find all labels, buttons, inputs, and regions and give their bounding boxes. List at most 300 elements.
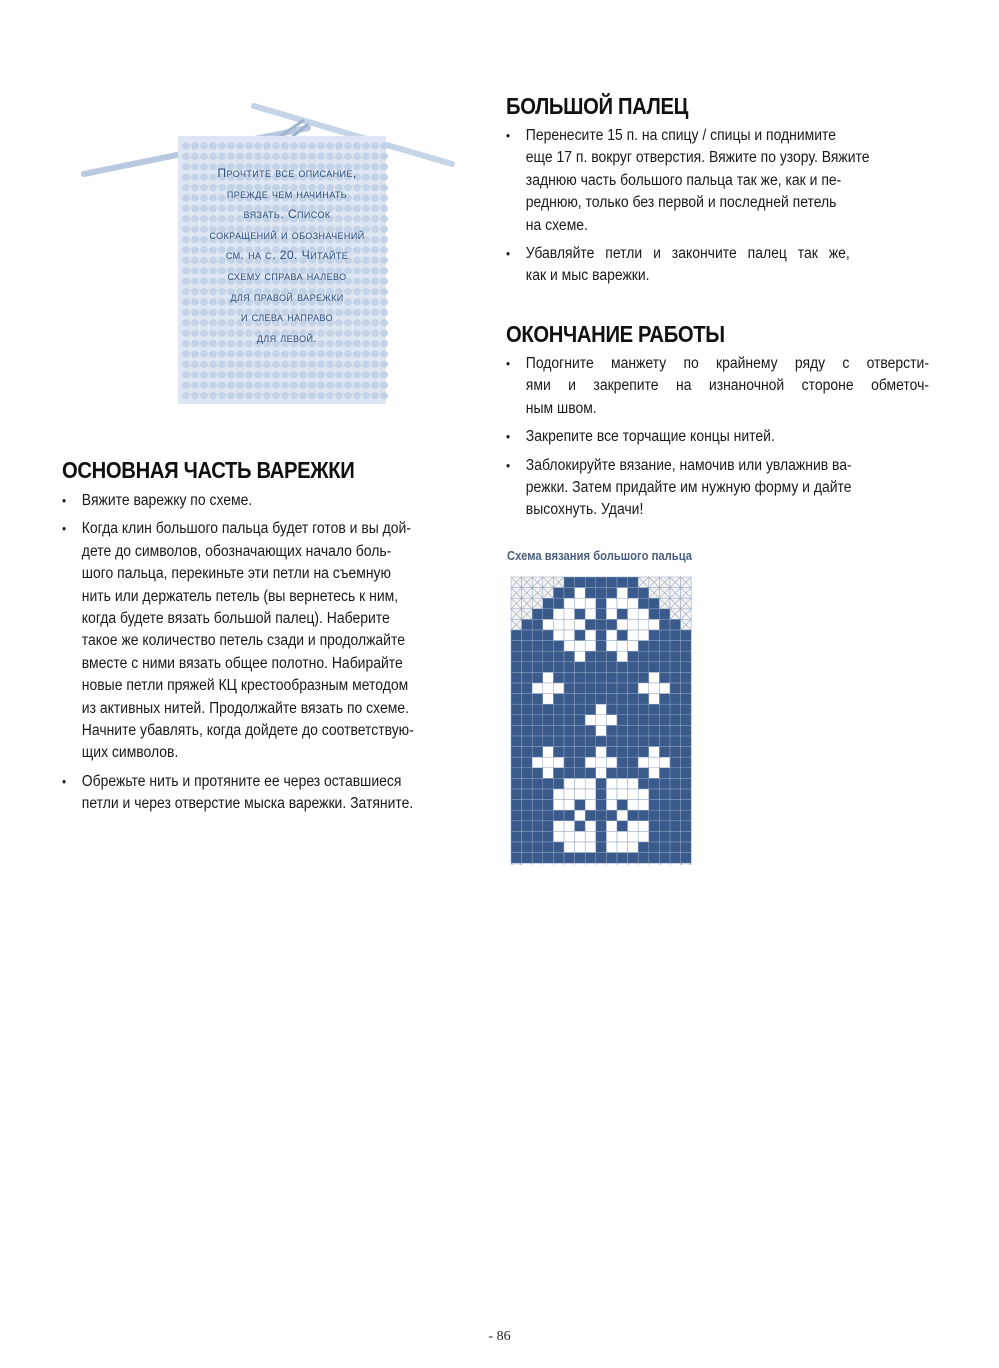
chart-cell-main	[575, 672, 586, 683]
knit-stitch	[308, 371, 316, 378]
chart-cell-contrast	[617, 651, 628, 662]
chart-cell-main	[659, 810, 670, 821]
main-part-title: ОСНОВНАЯ ЧАСТЬ ВАРЕЖКИ	[62, 457, 355, 483]
knit-stitch	[263, 371, 271, 378]
chart-cell-main	[638, 778, 649, 789]
chart-cell-main	[522, 694, 533, 705]
chart-cell-main	[522, 715, 533, 726]
chart-cell-main	[543, 651, 554, 662]
chart-cell-main	[511, 768, 522, 779]
knit-stitch	[263, 153, 271, 160]
chart-cell-main	[670, 619, 681, 630]
chart-cell-main	[522, 630, 533, 641]
chart-cell-main	[596, 831, 607, 842]
knit-stitch	[290, 382, 298, 389]
chart-cell-main	[659, 651, 670, 662]
knit-stitch	[209, 153, 217, 160]
chart-cell-main	[617, 672, 628, 683]
chart-cell-main	[522, 831, 533, 842]
text-line: • Заблокируйте вязание, намочив или увлажнив ва-	[525, 456, 852, 474]
chart-cell-main	[575, 577, 586, 588]
knit-stitch	[191, 350, 199, 357]
chart-cell-main	[543, 831, 554, 842]
knit-stitch	[227, 382, 235, 389]
chart-cell-main	[638, 715, 649, 726]
chart-cell-contrast	[606, 831, 617, 842]
chart-cell-main	[553, 768, 564, 779]
knit-stitch	[227, 361, 235, 368]
chart-cell-main	[649, 725, 660, 736]
knit-stitch	[272, 361, 280, 368]
knit-stitch	[254, 382, 262, 389]
chart-cell-main	[681, 683, 692, 694]
chart-cell-contrast	[564, 778, 575, 789]
chart-cell-main	[628, 768, 639, 779]
chart-cell-main	[596, 609, 607, 620]
chart-cell-contrast	[649, 768, 660, 779]
chart-cell-main	[532, 694, 543, 705]
chart-cell-contrast	[564, 619, 575, 630]
chart-cell-main	[681, 662, 692, 673]
chart-cell-main	[532, 821, 543, 832]
chart-cell-main	[532, 609, 543, 620]
chart-cell-main	[553, 651, 564, 662]
chart-cell-symbol	[522, 863, 533, 865]
knit-stitch	[317, 142, 325, 149]
chart-cell-main	[511, 736, 522, 747]
knit-stitch	[335, 392, 343, 399]
chart-cell-contrast	[553, 821, 564, 832]
chart-cell-main	[532, 789, 543, 800]
chart-cell-main	[511, 683, 522, 694]
chart-cell-main	[543, 630, 554, 641]
chart-cell-main	[543, 725, 554, 736]
chart-cell-main	[522, 800, 533, 811]
chart-cell-main	[670, 641, 681, 652]
chart-cell-symbol	[659, 863, 670, 865]
chart-cell-contrast	[575, 810, 586, 821]
chart-cell-contrast	[617, 588, 628, 599]
chart-cell-main	[659, 747, 670, 758]
chart-cell-main	[596, 662, 607, 673]
chart-cell-main	[553, 747, 564, 758]
chart-cell-main	[522, 768, 533, 779]
knit-stitch	[308, 361, 316, 368]
knit-stitch	[317, 361, 325, 368]
chart-cell-main	[606, 736, 617, 747]
chart-cell-symbol	[553, 863, 564, 865]
knit-stitch	[371, 392, 379, 399]
chart-cell-contrast	[564, 789, 575, 800]
chart-cell-contrast	[585, 778, 596, 789]
chart-cell-main	[681, 672, 692, 683]
knit-stitch	[371, 142, 379, 149]
knit-stitch	[344, 153, 352, 160]
chart-cell-main	[553, 694, 564, 705]
chart-cell-main	[585, 853, 596, 864]
chart-cell-main	[638, 810, 649, 821]
chart-cell-main	[617, 747, 628, 758]
knit-stitch	[182, 392, 190, 399]
chart-cell-main	[638, 694, 649, 705]
knit-stitch	[272, 142, 280, 149]
chart-cell-main	[681, 651, 692, 662]
chart-cell-main	[543, 598, 554, 609]
knit-stitch	[254, 392, 262, 399]
text-line: как и мыс варежки.	[525, 267, 650, 285]
chart-cell-contrast	[575, 651, 586, 662]
knit-stitch	[245, 371, 253, 378]
chart-cell-main	[659, 609, 670, 620]
chart-cell-main	[543, 704, 554, 715]
chart-cell-main	[522, 641, 533, 652]
chart-cell-main	[606, 577, 617, 588]
chart-cell-contrast	[617, 619, 628, 630]
chart-cell-main	[564, 588, 575, 599]
chart-cell-contrast	[532, 683, 543, 694]
chart-cell-main	[606, 619, 617, 630]
chart-cell-main	[670, 672, 681, 683]
knit-stitch	[290, 361, 298, 368]
chart-cell-main	[628, 704, 639, 715]
finishing-title: ОКОНЧАНИЕ РАБОТЫ	[506, 321, 725, 347]
knit-stitch	[299, 350, 307, 357]
chart-cell-main	[649, 853, 660, 864]
knit-stitch	[182, 371, 190, 378]
knit-stitch	[200, 142, 208, 149]
knit-stitch	[191, 382, 199, 389]
knit-stitch	[218, 142, 226, 149]
chart-cell-contrast	[596, 715, 607, 726]
text-line: петли и через отверстие мыска варежки. Затяните.	[81, 795, 414, 813]
knit-stitch	[353, 350, 361, 357]
chart-cell-main	[638, 598, 649, 609]
chart-cell-main	[617, 853, 628, 864]
chart-cell-main	[553, 672, 564, 683]
chart-cell-main	[596, 800, 607, 811]
chart-cell-main	[596, 683, 607, 694]
chart-cell-main	[670, 810, 681, 821]
chart-cell-main	[553, 810, 564, 821]
chart-cell-main	[585, 747, 596, 758]
chart-cell-main	[606, 683, 617, 694]
chart-cell-main	[606, 694, 617, 705]
knit-stitch	[281, 392, 289, 399]
knit-stitch	[182, 382, 190, 389]
knit-stitch	[371, 371, 379, 378]
chart-cell-main	[532, 651, 543, 662]
chart-cell-contrast	[596, 747, 607, 758]
knit-stitch	[380, 371, 388, 378]
chart-cell-main	[681, 630, 692, 641]
chart-cell-main	[575, 800, 586, 811]
text-line: Начните убавлять, когда дойдете до соответствую-	[81, 722, 414, 740]
finishing-item	[506, 353, 929, 420]
chart-cell-main	[575, 609, 586, 620]
chart-cell-contrast	[553, 609, 564, 620]
knit-stitch	[353, 153, 361, 160]
knit-stitch	[218, 392, 226, 399]
chart-cell-contrast	[638, 630, 649, 641]
chart-cell-main	[511, 715, 522, 726]
knit-stitch	[218, 371, 226, 378]
chart-cell-main	[681, 736, 692, 747]
chart-cell-main	[638, 736, 649, 747]
chart-cell-contrast	[649, 694, 660, 705]
chart-cell-contrast	[628, 778, 639, 789]
chart-cell-contrast	[543, 747, 554, 758]
finishing-list	[506, 353, 929, 528]
knit-stitch	[200, 153, 208, 160]
chart-cell-main	[649, 821, 660, 832]
knit-stitch	[326, 153, 334, 160]
chart-cell-main	[670, 704, 681, 715]
chart-cell-main	[681, 831, 692, 842]
chart-cell-main	[606, 768, 617, 779]
chart-cell-contrast	[585, 789, 596, 800]
chart-cell-contrast	[606, 789, 617, 800]
chart-cell-main	[617, 715, 628, 726]
chart-cell-main	[585, 651, 596, 662]
chart-cell-main	[606, 704, 617, 715]
chart-cell-contrast	[575, 641, 586, 652]
knit-stitch	[317, 382, 325, 389]
knit-stitch	[299, 153, 307, 160]
knit-stitch	[236, 142, 244, 149]
chart-cell-main	[606, 810, 617, 821]
knit-stitch	[371, 153, 379, 160]
chart-cell-main	[670, 778, 681, 789]
text-line: • Перенесите 15 п. на спицу / спицы и поднимите	[525, 127, 837, 144]
chart-cell-main	[532, 619, 543, 630]
chart-cell-main	[511, 831, 522, 842]
chart-cell-symbol	[596, 863, 607, 865]
chart-cell-main	[681, 842, 692, 853]
chart-cell-main	[681, 704, 692, 715]
chart-cell-main	[543, 641, 554, 652]
chart-cell-main	[553, 662, 564, 673]
knit-stitch	[326, 361, 334, 368]
knit-stitch	[245, 350, 253, 357]
chart-cell-main	[638, 853, 649, 864]
chart-cell-main	[596, 853, 607, 864]
thumb-knitting-chart	[506, 575, 696, 865]
chart-cell-main	[681, 810, 692, 821]
knit-stitch	[218, 350, 226, 357]
chart-cell-main	[638, 651, 649, 662]
chart-cell-contrast	[575, 842, 586, 853]
chart-cell-main	[522, 725, 533, 736]
chart-cell-contrast	[543, 672, 554, 683]
chart-cell-main	[553, 842, 564, 853]
note-line: для правой варежки	[230, 289, 344, 304]
chart-cell-main	[681, 725, 692, 736]
chart-cell-main	[649, 651, 660, 662]
chart-cell-main	[564, 715, 575, 726]
chart-cell-main	[681, 768, 692, 779]
knit-stitch	[263, 392, 271, 399]
chart-cell-main	[585, 704, 596, 715]
chart-cell-main	[596, 789, 607, 800]
knit-stitch	[272, 382, 280, 389]
knit-stitch	[191, 371, 199, 378]
chart-cell-contrast	[543, 694, 554, 705]
chart-cell-contrast	[628, 842, 639, 853]
knit-stitch	[362, 392, 370, 399]
chart-cell-main	[628, 715, 639, 726]
knit-stitch	[227, 371, 235, 378]
chart-cell-main	[628, 736, 639, 747]
chart-cell-contrast	[553, 800, 564, 811]
finishing-item	[506, 426, 884, 448]
chart-cell-main	[670, 747, 681, 758]
chart-cell-main	[649, 810, 660, 821]
chart-cell-main	[670, 662, 681, 673]
knit-stitch	[317, 153, 325, 160]
chart-cell-contrast	[606, 630, 617, 641]
chart-cell-contrast	[606, 598, 617, 609]
chart-cell-main	[617, 704, 628, 715]
text-line: заднюю часть большого пальца так же, как и пе-	[525, 171, 842, 189]
chart-cell-main	[596, 651, 607, 662]
chart-cell-main	[681, 747, 692, 758]
knit-stitch	[335, 361, 343, 368]
knit-stitch	[353, 142, 361, 149]
chart-cell-main	[670, 831, 681, 842]
chart-cell-contrast	[638, 609, 649, 620]
chart-cell-contrast	[617, 778, 628, 789]
thumb-title: БОЛЬШОЙ ПАЛЕЦ	[506, 93, 689, 119]
chart-cell-main	[522, 704, 533, 715]
knit-stitch	[272, 371, 280, 378]
knit-stitch	[254, 350, 262, 357]
chart-cell-contrast	[649, 757, 660, 768]
knit-stitch	[380, 142, 388, 149]
chart-cell-main	[522, 778, 533, 789]
knit-stitch	[236, 392, 244, 399]
chart-cell-contrast	[553, 789, 564, 800]
knit-stitch	[281, 361, 289, 368]
knit-stitch	[344, 142, 352, 149]
chart-cell-main	[585, 588, 596, 599]
chart-cell-main	[670, 651, 681, 662]
knit-stitch	[380, 392, 388, 399]
knit-stitch	[371, 382, 379, 389]
chart-cell-main	[564, 672, 575, 683]
knit-stitch	[353, 392, 361, 399]
knit-stitch	[344, 361, 352, 368]
chart-cell-contrast	[628, 821, 639, 832]
knit-stitch	[335, 382, 343, 389]
chart-cell-contrast	[585, 609, 596, 620]
chart-cell-main	[681, 778, 692, 789]
chart-cell-main	[670, 800, 681, 811]
chart-cell-main	[511, 842, 522, 853]
chart-cell-main	[585, 768, 596, 779]
chart-cell-main	[617, 800, 628, 811]
text-line: • Закрепите все торчащие концы нитей.	[525, 428, 775, 446]
knit-stitch	[335, 350, 343, 357]
note-line: см. на с. 20. Читайте	[225, 248, 349, 263]
knit-stitch	[362, 350, 370, 357]
knit-stitch	[299, 142, 307, 149]
knit-stitch	[308, 153, 316, 160]
chart-cell-contrast	[606, 842, 617, 853]
chart-cell-main	[575, 821, 586, 832]
knit-stitch	[191, 361, 199, 368]
chart-cell-main	[532, 810, 543, 821]
chart-cell-main	[564, 577, 575, 588]
chart-cell-main	[638, 747, 649, 758]
knit-stitch	[281, 142, 289, 149]
knit-stitch	[308, 392, 316, 399]
chart-cell-contrast	[553, 683, 564, 694]
chart-cell-main	[553, 725, 564, 736]
chart-cell-main	[617, 694, 628, 705]
chart-cell-main	[628, 747, 639, 758]
chart-cell-main	[596, 641, 607, 652]
text-line: еще 17 п. вокруг отверстия. Вяжите по узору. Вяжите	[525, 149, 870, 167]
chart-cell-main	[511, 778, 522, 789]
chart-cell-main	[585, 725, 596, 736]
chart-cell-main	[532, 831, 543, 842]
knit-stitch	[362, 361, 370, 368]
chart-cell-contrast	[564, 598, 575, 609]
knit-stitch	[245, 142, 253, 149]
chart-cell-contrast	[585, 641, 596, 652]
chart-cell-main	[543, 715, 554, 726]
chart-cell-contrast	[617, 598, 628, 609]
chart-cell-main	[659, 725, 670, 736]
chart-cell-main	[522, 619, 533, 630]
chart-cell-contrast	[575, 789, 586, 800]
chart-cell-main	[681, 641, 692, 652]
chart-cell-main	[670, 757, 681, 768]
chart-caption: Схема вязания большого пальца	[507, 549, 693, 563]
chart-cell-main	[543, 810, 554, 821]
chart-cell-contrast	[606, 757, 617, 768]
knit-stitch	[200, 361, 208, 368]
chart-cell-main	[532, 641, 543, 652]
chart-cell-contrast	[638, 619, 649, 630]
knit-stitch	[344, 350, 352, 357]
chart-cell-main	[543, 778, 554, 789]
chart-cell-main	[659, 821, 670, 832]
knit-stitch	[290, 371, 298, 378]
main-part-item	[62, 518, 422, 764]
knit-stitch	[281, 350, 289, 357]
knit-stitch	[227, 153, 235, 160]
chart-cell-main	[617, 662, 628, 673]
main-part-list	[62, 490, 462, 822]
chart-cell-main	[628, 651, 639, 662]
main-part-item	[62, 490, 422, 512]
chart-cell-main	[670, 715, 681, 726]
chart-cell-symbol	[575, 863, 586, 865]
knit-stitch	[218, 361, 226, 368]
chart-cell-main	[596, 736, 607, 747]
chart-cell-main	[649, 715, 660, 726]
chart-cell-main	[649, 609, 660, 620]
chart-cell-main	[606, 672, 617, 683]
chart-cell-main	[585, 672, 596, 683]
chart-cell-main	[670, 768, 681, 779]
chart-cell-main	[596, 821, 607, 832]
chart-cell-main	[543, 662, 554, 673]
chart-cell-contrast	[564, 641, 575, 652]
chart-cell-main	[511, 821, 522, 832]
chart-cell-contrast	[585, 831, 596, 842]
